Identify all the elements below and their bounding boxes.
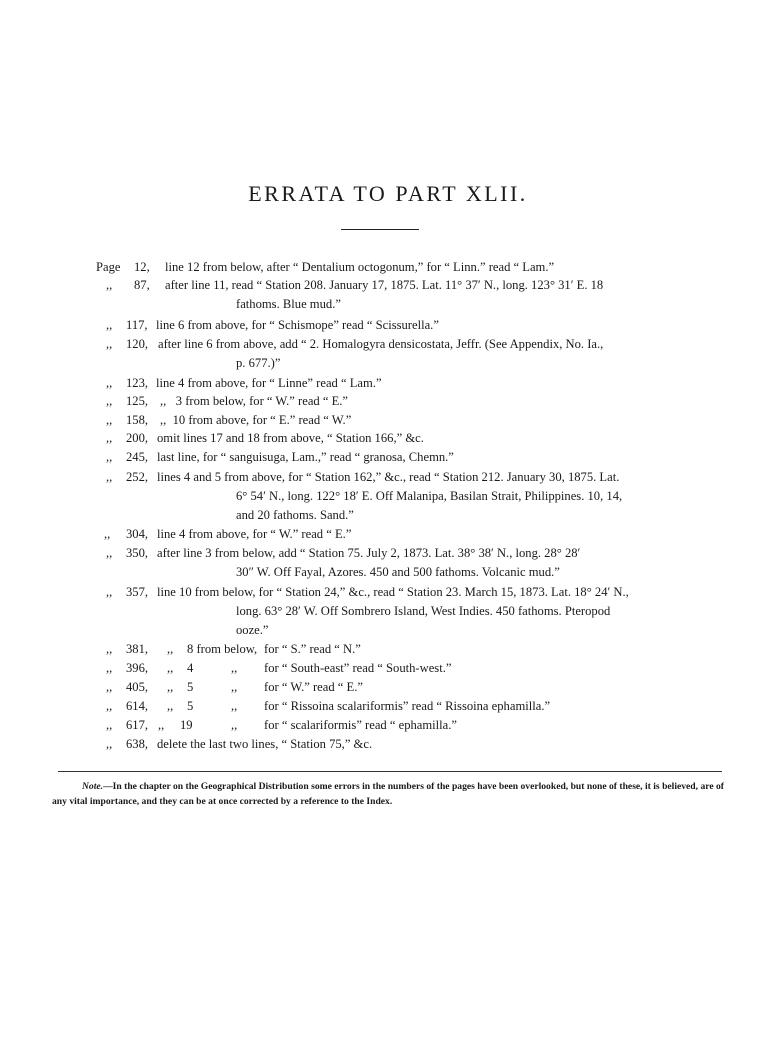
entry-page-ref: 125,: [126, 394, 149, 408]
entry-text-continued: and 20 fathoms. Sand.”: [236, 508, 354, 522]
entry-text: omit lines 17 and 18 from above, “ Station 166,” &c.: [157, 431, 424, 445]
footnote: [52, 779, 724, 809]
entry-prefix: ,,: [106, 376, 113, 390]
entry-ditto: ,,: [167, 661, 174, 675]
entry-prefix: Page: [96, 260, 121, 274]
entry-prefix: ,,: [106, 699, 113, 713]
entry-prefix: ,,: [106, 470, 113, 484]
entry-ditto: ,,: [158, 718, 165, 732]
entry-ditto: ,,: [167, 699, 174, 713]
entry-text-continued: long. 63° 28′ W. Off Sombrero Island, West Indies. 450 fathoms. Pteropod: [236, 604, 611, 618]
entry-text-continued: 6° 54′ N., long. 122° 18′ E. Off Malanipa, Basilan Strait, Philippines. 10, 14,: [236, 489, 623, 503]
entry-page-ref: 638,: [126, 737, 149, 751]
entry-prefix: ,,: [106, 337, 113, 351]
entry-prefix: ,,: [106, 431, 113, 445]
footnote-text: —In the chapter on the Geographical Distribution some errors in the numbers of the pages have been overlooked, but none of these, it is believed, are of any vital importance, and they can be at once corrected by a reference to the Index.: [52, 781, 724, 807]
entry-page-ref: 617,: [126, 718, 149, 732]
entry-page-ref: 396,: [126, 661, 149, 675]
entry-line-ref: 4: [187, 661, 194, 675]
entry-page-ref: 252,: [126, 470, 149, 484]
page-title: ERRATA TO PART XLII.: [248, 181, 528, 206]
entry-page-ref: 117,: [126, 318, 148, 332]
entry-text: after line 6 from above, add “ 2. Homalogyra densicostata, Jeffr. (See Appendix, No. Ia.,: [158, 337, 604, 351]
entry-page-ref: 381,: [126, 642, 149, 656]
entry-correction: for “ South-east” read “ South-west.”: [264, 661, 452, 675]
entry-text: last line, for “ sanguisuga, Lam.,” read “ granosa, Chemn.”: [157, 450, 454, 464]
title-rule: [341, 229, 419, 230]
entry-prefix: ,,: [106, 661, 113, 675]
entry-prefix: ,,: [106, 413, 113, 427]
entry-line-ref: 8 from below,: [187, 642, 258, 656]
entry-ditto: ,,: [231, 661, 238, 675]
entry-ditto: ,,: [231, 699, 238, 713]
entry-text: line 4 from above, for “ Linne” read “ Lam.”: [156, 376, 382, 390]
entry-prefix: ,,: [106, 585, 113, 599]
entry-text: delete the last two lines, “ Station 75,” &c.: [157, 737, 373, 751]
entry-page-ref: 350,: [126, 546, 149, 560]
entry-page-ref: 304,: [126, 527, 149, 541]
entry-page-ref: 12,: [134, 260, 150, 274]
entry-ditto: ,,: [231, 680, 238, 694]
entry-line-ref: 5: [187, 699, 194, 713]
entry-page-ref: 245,: [126, 450, 149, 464]
entry-text-continued: ooze.”: [236, 623, 269, 637]
entry-page-ref: 200,: [126, 431, 149, 445]
footnote-rule: [58, 771, 722, 772]
entry-line-ref: 5: [187, 680, 194, 694]
entry-prefix: ,,: [106, 718, 113, 732]
entry-page-ref: 120,: [126, 337, 149, 351]
entry-correction: for “ S.” read “ N.”: [264, 642, 361, 656]
entry-prefix: ,,: [106, 318, 113, 332]
entry-text: line 6 from above, for “ Schismope” read “ Scissurella.”: [156, 318, 439, 332]
entry-prefix: ,,: [106, 394, 113, 408]
entry-page-ref: 405,: [126, 680, 149, 694]
entry-text-continued: p. 677.)”: [236, 356, 281, 370]
entry-text: lines 4 and 5 from above, for “ Station 162,” &c., read “ Station 212. January 30, 1875. Lat.: [157, 470, 620, 484]
entry-text: after line 3 from below, add “ Station 75. July 2, 1873. Lat. 38° 38′ N., long. 28° 28′: [157, 546, 581, 560]
entry-text-continued: 30″ W. Off Fayal, Azores. 450 and 500 fathoms. Volcanic mud.”: [236, 565, 560, 579]
entry-prefix: ,,: [106, 737, 113, 751]
entry-text: ,, 10 from above, for “ E.” read “ W.”: [160, 413, 352, 427]
entry-page-ref: 123,: [126, 376, 149, 390]
entry-prefix: ,,: [106, 278, 113, 292]
entry-page-ref: 87,: [134, 278, 150, 292]
footnote-label: Note.: [82, 781, 104, 792]
entry-prefix: ,,: [106, 450, 113, 464]
entry-text: line 10 from below, for “ Station 24,” &c., read “ Station 23. March 15, 1873. Lat. 18° 24′ N.,: [157, 585, 629, 599]
entry-correction: for “ scalariformis” read “ ephamilla.”: [264, 718, 458, 732]
entry-page-ref: 158,: [126, 413, 149, 427]
entry-prefix: ,,: [106, 546, 113, 560]
entry-text: after line 11, read “ Station 208. January 17, 1875. Lat. 11° 37′ N., long. 123° 31′ E. 18: [165, 278, 604, 292]
entry-correction: for “ W.” read “ E.”: [264, 680, 363, 694]
entry-ditto: ,,: [231, 718, 238, 732]
entry-prefix: ,,: [106, 642, 113, 656]
entry-text: line 12 from below, after “ Dentalium octogonum,” for “ Linn.” read “ Lam.”: [165, 260, 555, 274]
entry-text-continued: fathoms. Blue mud.”: [236, 297, 341, 311]
entry-text: ,, 3 from below, for “ W.” read “ E.”: [160, 394, 349, 408]
entry-prefix: ,,: [104, 527, 111, 541]
entry-text: line 4 from above, for “ W.” read “ E.”: [157, 527, 352, 541]
entry-page-ref: 357,: [126, 585, 149, 599]
entry-prefix: ,,: [106, 680, 113, 694]
entry-line-ref: 19: [180, 718, 193, 732]
entry-page-ref: 614,: [126, 699, 149, 713]
entry-ditto: ,,: [167, 680, 174, 694]
entry-ditto: ,,: [167, 642, 174, 656]
entry-correction: for “ Rissoina scalariformis” read “ Rissoina ephamilla.”: [264, 699, 551, 713]
